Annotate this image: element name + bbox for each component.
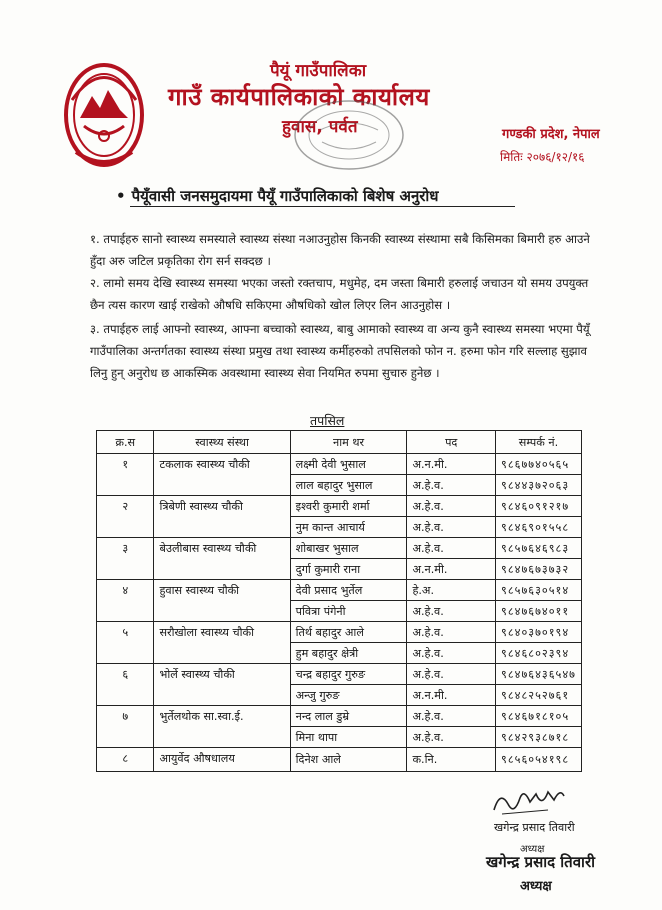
cell-phone: ९८४६७१८१०५ bbox=[496, 706, 582, 727]
table-row bbox=[97, 622, 582, 643]
paragraph-1: १. तपाईहरु सानो स्वास्थ्य समस्याले स्वास्थ्य संस्था नआउनुहोस किनकी स्वास्थ्य संस्थामा सबै किसिमका बिमारी हरु आउने हुँदा अरु जटिल प्रकृतिका रोग सर्न सक्दछ । bbox=[90, 232, 590, 268]
cell-sn: ४ bbox=[97, 580, 154, 622]
cell-name: लक्ष्मी देवी भुसाल bbox=[290, 454, 407, 475]
signatory-name-small: खगेन्द्र प्रसाद तिवारी bbox=[494, 821, 575, 834]
municipality-name: पैयूं गाउँपालिका bbox=[270, 61, 367, 81]
table-row bbox=[97, 454, 582, 475]
cell-phone: ९८४२९३८७१८ bbox=[496, 727, 582, 748]
header-institution: स्वास्थ्य संस्था bbox=[154, 431, 290, 454]
cell-sn: २ bbox=[97, 496, 154, 538]
cell-post: अ.हे.व. bbox=[407, 538, 496, 559]
cell-phone: ९८४७६४३६५४७ bbox=[496, 664, 582, 685]
cell-post: अ.हे.व. bbox=[407, 622, 496, 643]
cell-name: लाल बहादुर भुसाल bbox=[290, 475, 407, 496]
cell-institution: आयुर्वेद औषधालय bbox=[154, 748, 290, 772]
cell-institution: हुवास स्वास्थ्य चौकी bbox=[154, 580, 290, 622]
header-phone: सम्पर्क नं. bbox=[496, 431, 582, 454]
cell-sn: ६ bbox=[97, 664, 154, 706]
cell-phone: ९८४६९०१५५८ bbox=[496, 517, 582, 538]
cell-post: अ.हे.व. bbox=[407, 664, 496, 685]
cell-name: तिर्थ बहादुर आले bbox=[290, 622, 407, 643]
paragraph-2: २. लामो समय देखि स्वास्थ्य समस्या भएका जस्तो रक्तचाप, मधुमेह, दम जस्ता बिमारी हरुलाई जचाउन यो समय उपयुक्त छैन त्यस कारण खाई राखेको औषधि सकिएमा औषधिको खोल लिएर लिन आउनुहोस । bbox=[90, 276, 589, 312]
cell-sn: ५ bbox=[97, 622, 154, 664]
header-sn: क्र.स bbox=[97, 431, 154, 454]
table-row bbox=[97, 706, 582, 727]
cell-name: अन्जु गुरुङ bbox=[290, 685, 407, 706]
cell-post: अ.न.मी. bbox=[407, 559, 496, 580]
table-row bbox=[97, 664, 582, 685]
table-row bbox=[97, 748, 582, 772]
cell-phone: ९८५६०५४१९८ bbox=[496, 748, 582, 772]
table-title: तपसिल bbox=[310, 413, 345, 428]
cell-post: क.नि. bbox=[407, 748, 496, 772]
cell-post: हे.अ. bbox=[407, 580, 496, 601]
cell-sn: १ bbox=[97, 454, 154, 496]
cell-institution: त्रिबेणी स्वास्थ्य चौकी bbox=[154, 496, 290, 538]
cell-institution: सरौखोला स्वास्थ्य चौकी bbox=[154, 622, 290, 664]
nepal-government-emblem bbox=[62, 60, 146, 170]
table-body bbox=[97, 454, 582, 772]
cell-phone: ९८५७६४६९८३ bbox=[496, 538, 582, 559]
cell-name: नुम कान्त आचार्य bbox=[290, 517, 407, 538]
cell-phone: ९८६७७४०५६५ bbox=[496, 454, 582, 475]
table-row bbox=[97, 538, 582, 559]
handwritten-signature bbox=[488, 782, 568, 822]
cell-name: हुम बहादुर क्षेत्री bbox=[290, 643, 407, 664]
cell-post: अ.हे.व. bbox=[407, 475, 496, 496]
cell-post: अ.हे.व. bbox=[407, 517, 496, 538]
cell-post: अ.हे.व. bbox=[407, 727, 496, 748]
header-name: नाम थर bbox=[290, 431, 407, 454]
table-header-row bbox=[97, 431, 582, 454]
cell-phone: ९८४८२५२७६१ bbox=[496, 685, 582, 706]
letter-date: मितिः २०७६/१२/१६ bbox=[500, 150, 585, 164]
cell-post: अ.हे.व. bbox=[407, 601, 496, 622]
cell-institution: टकलाक स्वास्थ्य चौकी bbox=[154, 454, 290, 496]
cell-name: इश्वरी कुमारी शर्मा bbox=[290, 496, 407, 517]
contacts-table bbox=[96, 430, 582, 772]
cell-institution: भोर्ले स्वास्थ्य चौकी bbox=[154, 664, 290, 706]
cell-name: शोबाखर भुसाल bbox=[290, 538, 407, 559]
office-stamp bbox=[290, 96, 408, 174]
cell-phone: ९८५७६३०५१४ bbox=[496, 580, 582, 601]
letter-subject bbox=[116, 186, 439, 206]
header-post: पद bbox=[407, 431, 496, 454]
paragraph-3: ३. तपाईहरु लाई आफ्नो स्वास्थ्य, आफ्ना बच्चाको स्वास्थ्य, बाबु आमाको स्वास्थ्य वा अन्य कुनै स्वास्थ्य समस्या भएमा पैयूँ गाउँपालिका अन्तर्गतका स्वास्थ्य संस्था प्रमुख तथा स्वास्थ्य कर्मीहरुको तपसिलको फोन न. हरुमा फोन गरि सल्लाह सुझाव लिनु हुन् अनुरोध छ आकस्मिक अवस्थामा स्वास्थ्य सेवा नियमित रुपमा सुचारु हुनेछ । bbox=[90, 322, 590, 380]
province-label: गण्डकी प्रदेश, नेपाल bbox=[502, 127, 600, 142]
subject-text: पैयूँवासी जनसमुदायमा पैयूँ गाउँपालिकाको बिशेष अनुरोध bbox=[131, 187, 439, 205]
cell-phone: ९८४७६७३७३२ bbox=[496, 559, 582, 580]
cell-name: नन्द लाल डुम्रे bbox=[290, 706, 407, 727]
cell-institution: बेउलीबास स्वास्थ्य चौकी bbox=[154, 538, 290, 580]
cell-phone: ९८४०३७०१९४ bbox=[496, 622, 582, 643]
bullet-icon: • bbox=[116, 187, 126, 205]
cell-phone: ९८४६०९१२१७ bbox=[496, 496, 582, 517]
cell-phone: ९८४६८०२३९४ bbox=[496, 643, 582, 664]
cell-post: अ.न.मी. bbox=[407, 685, 496, 706]
cell-post: अ.हे.व. bbox=[407, 643, 496, 664]
cell-post: अ.हे.व. bbox=[407, 496, 496, 517]
office-name: गाउँ कार्यपालिकाको कार्यालय bbox=[168, 83, 430, 111]
cell-institution: भुर्तेलथोक सा.स्वा.ई. bbox=[154, 706, 290, 748]
cell-sn: ३ bbox=[97, 538, 154, 580]
office-address: हुवास, पर्वत bbox=[282, 117, 358, 137]
cell-sn: ७ bbox=[97, 706, 154, 748]
cell-name: देवी प्रसाद भुर्तेल bbox=[290, 580, 407, 601]
cell-name: चन्द्र बहादुर गुरुङ bbox=[290, 664, 407, 685]
table-row bbox=[97, 496, 582, 517]
signatory-title-large: अध्यक्ष bbox=[520, 879, 552, 894]
cell-post: अ.न.मी. bbox=[407, 454, 496, 475]
cell-name: दुर्गा कुमारी राना bbox=[290, 559, 407, 580]
table-row bbox=[97, 580, 582, 601]
cell-name: दिनेश आले bbox=[290, 748, 407, 772]
signatory-title-small: अध्यक्ष bbox=[520, 844, 545, 855]
cell-phone: ९८४४३७२०६३ bbox=[496, 475, 582, 496]
cell-name: मिना थापा bbox=[290, 727, 407, 748]
cell-phone: ९८४७६७४०११ bbox=[496, 601, 582, 622]
cell-post: अ.हे.व. bbox=[407, 706, 496, 727]
cell-sn: ८ bbox=[97, 748, 154, 772]
cell-name: पवित्रा पंगेनी bbox=[290, 601, 407, 622]
signatory-name-large: खगेन्द्र प्रसाद तिवारी bbox=[486, 853, 595, 871]
subject-underline bbox=[130, 206, 515, 207]
